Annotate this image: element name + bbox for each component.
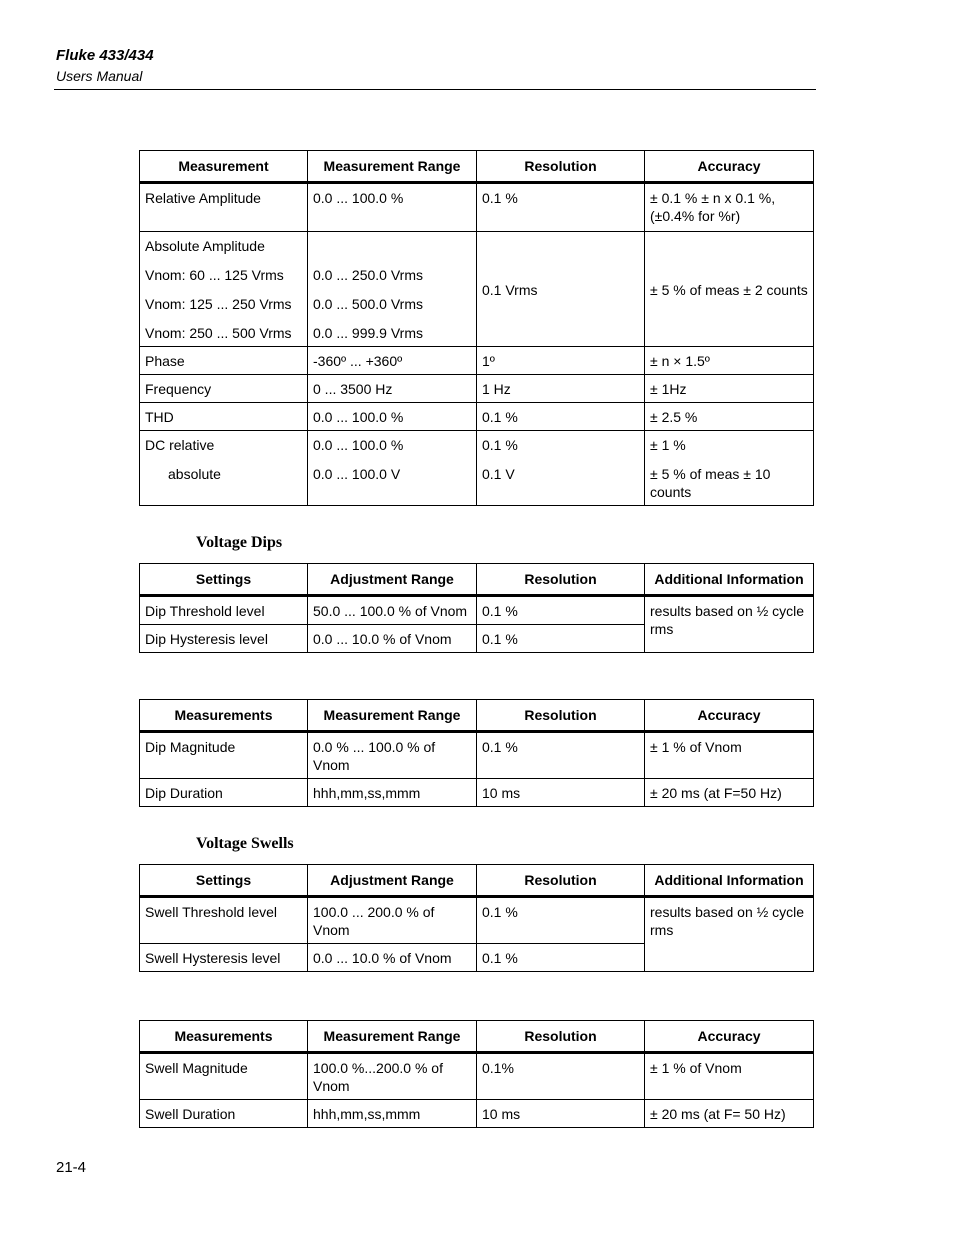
table-cell: Frequency [140,375,308,403]
swells-settings-table [139,864,814,972]
table-row [140,375,814,403]
table-row [140,403,814,431]
table-cell: Swell Duration [140,1100,308,1128]
table-cell: 0.1 % [477,183,645,232]
table-row [140,779,814,807]
table-cell: ± n × 1.5º [645,347,814,375]
header-cell: Resolution [477,1021,645,1053]
table-cell: 0.1 Vrms [477,232,645,347]
amplitude-spec-table [139,150,814,506]
cell-line: Vnom: 125 ... 250 Vrms [145,296,292,312]
header-cell: Settings [140,564,308,596]
table-cell: THD [140,403,308,431]
table-cell: Swell Hysteresis level [140,944,308,972]
header-cell: Resolution [477,564,645,596]
dips-settings-table [139,563,814,653]
table-row [140,596,814,625]
swells-measurements-table [139,1020,814,1128]
cell-line: Vnom: 250 ... 500 Vrms [145,325,292,341]
table-cell: Dip Threshold level [140,596,308,625]
table-header-row [140,151,814,183]
header-cell: Measurements [140,700,308,732]
table-cell: -360º ... +360º [308,347,477,375]
table-cell [140,431,308,506]
table-header-row [140,564,814,596]
header-cell: Resolution [477,151,645,183]
table-cell: ± 0.1 % ± n x 0.1 %, (±0.4% for %r) [645,183,814,232]
table-cell: ± 1Hz [645,375,814,403]
cell-line: 0.0 ... 100.0 % [313,437,404,453]
header-cell: Settings [140,865,308,897]
table-cell: results based on ½ cycle rms [645,596,814,653]
table-cell: 0.0 % ... 100.0 % of Vnom [308,732,477,779]
table-row [140,347,814,375]
table-row [140,232,814,347]
table-cell: Relative Amplitude [140,183,308,232]
header-cell: Accuracy [645,1021,814,1053]
cell-line: 0.1 V [482,466,515,482]
cell-line: 0.0 ... 250.0 Vrms [313,267,423,283]
header-cell: Measurements [140,1021,308,1053]
table-cell: 10 ms [477,779,645,807]
manual-subtitle: Users Manual [56,68,143,84]
table-cell: Phase [140,347,308,375]
table-cell: results based on ½ cycle rms [645,897,814,972]
table-cell: 0.1 % [477,625,645,653]
table-cell: 0.1 % [477,944,645,972]
manual-title: Fluke 433/434 [56,47,154,64]
table-cell [308,232,477,347]
header-cell: Resolution [477,700,645,732]
table-cell: ± 1 % of Vnom [645,732,814,779]
table-cell: Swell Magnitude [140,1053,308,1100]
table-row [140,183,814,232]
header-cell: Measurement Range [308,151,477,183]
cell-line: 0.0 ... 999.9 Vrms [313,325,423,341]
cell-line: 0.0 ... 500.0 Vrms [313,296,423,312]
table-header-row [140,700,814,732]
cell-line: 0.1 % [482,437,518,453]
dips-measurements-table [139,699,814,807]
table-cell: ± 20 ms (at F= 50 Hz) [645,1100,814,1128]
table-cell: 0.1 % [477,732,645,779]
section-title-voltage-swells: Voltage Swells [196,835,294,852]
cell-line: DC relative [145,437,215,453]
table-cell: 0.1 % [477,596,645,625]
table-row [140,1100,814,1128]
table-cell: 0.1 % [477,403,645,431]
header-cell: Adjustment Range [308,564,477,596]
table-cell [308,431,477,506]
table-cell: 0 ... 3500 Hz [308,375,477,403]
table-cell: ± 20 ms (at F=50 Hz) [645,779,814,807]
header-cell: Accuracy [645,700,814,732]
table-row [140,431,814,506]
table-header-row [140,865,814,897]
cell-line [313,237,471,266]
table-cell: Dip Duration [140,779,308,807]
table-cell: 0.0 ... 100.0 % [308,183,477,232]
table-cell: 1 Hz [477,375,645,403]
header-cell: Additional Information [645,564,814,596]
header-cell: Measurement Range [308,1021,477,1053]
cell-line: ± 1 % [650,437,686,453]
cell-line: absolute [168,466,221,482]
header-cell: Measurement [140,151,308,183]
table-row [140,732,814,779]
table-cell: 100.0 %...200.0 % of Vnom [308,1053,477,1100]
table-cell: 100.0 ... 200.0 % of Vnom [308,897,477,944]
header-cell: Measurement Range [308,700,477,732]
table-cell [140,232,308,347]
table-cell: Swell Threshold level [140,897,308,944]
cell-line: 0.0 ... 100.0 V [313,466,401,482]
table-cell: Dip Magnitude [140,732,308,779]
table-cell: ± 1 % of Vnom [645,1053,814,1100]
table-cell: 50.0 ... 100.0 % of Vnom [308,596,477,625]
cell-line: Vnom: 60 ... 125 Vrms [145,267,284,283]
table-cell: 1º [477,347,645,375]
table-cell: Dip Hysteresis level [140,625,308,653]
table-cell [645,431,814,506]
page-number: 21-4 [56,1159,87,1176]
table-cell: 0.1 % [477,897,645,944]
table-cell [477,431,645,506]
table-cell: hhh,mm,ss,mmm [308,779,477,807]
table-header-row [140,1021,814,1053]
table-cell: 0.0 ... 10.0 % of Vnom [308,625,477,653]
header-cell: Resolution [477,865,645,897]
table-cell: 0.0 ... 10.0 % of Vnom [308,944,477,972]
table-cell: 0.0 ... 100.0 % [308,403,477,431]
cell-line: Absolute Amplitude [145,238,265,254]
table-cell: ± 2.5 % [645,403,814,431]
cell-line: ± 5 % of meas ± 10 counts [650,466,771,500]
header-rule [54,89,816,90]
table-cell: ± 5 % of meas ± 2 counts [645,232,814,347]
table-cell: hhh,mm,ss,mmm [308,1100,477,1128]
header-cell: Additional Information [645,865,814,897]
section-title-voltage-dips: Voltage Dips [196,534,283,551]
table-cell: 0.1% [477,1053,645,1100]
table-row [140,1053,814,1100]
table-row [140,897,814,944]
header-cell: Adjustment Range [308,865,477,897]
header-cell: Accuracy [645,151,814,183]
table-cell: 10 ms [477,1100,645,1128]
